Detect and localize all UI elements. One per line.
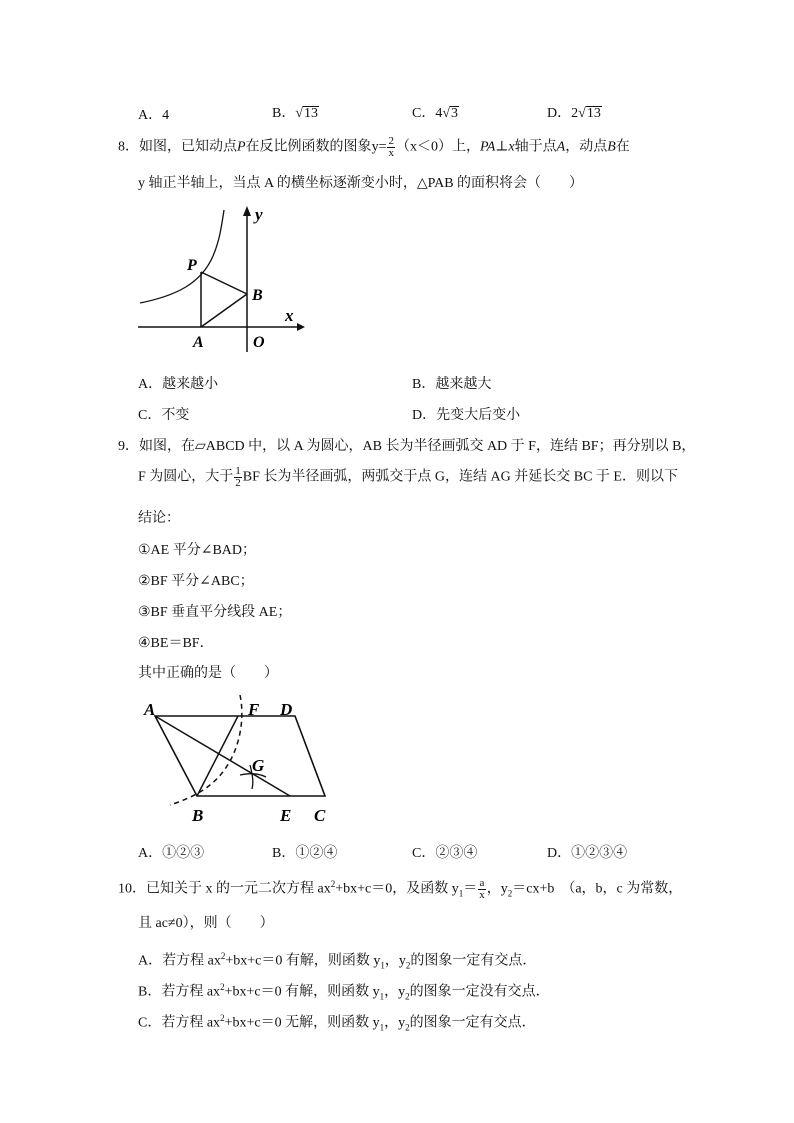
q9-line-1: 9．如图，在▱ABCD 中，以 A 为圆心，AB 长为半径画弧交 AD 于 F，连结 BF；再分别以 B， xyxy=(118,439,696,454)
q8-text: ，动点 xyxy=(565,139,608,155)
q7-option-d-prefix: D．2 xyxy=(547,106,579,121)
q10-fraction xyxy=(478,878,486,901)
q9-label-f: F xyxy=(248,700,260,719)
q8-condition: （x＜0） xyxy=(395,139,452,155)
q8-text: 在 xyxy=(615,139,630,155)
q7-option-c-prefix: C．4 xyxy=(412,106,443,121)
q9-option-b: B．①②④ xyxy=(272,846,338,861)
q8-y-arrow xyxy=(243,206,251,216)
q10-opt-text: +bx+c＝0 无解，则函数 y xyxy=(224,1015,380,1031)
q10-opt-text: ，y xyxy=(384,953,406,969)
q10-sub: 2 xyxy=(405,1022,410,1033)
q8-fraction xyxy=(387,136,395,159)
q7-option-b: B．√13 xyxy=(272,106,319,121)
q8-option-d: D．先变大后变小 xyxy=(412,408,521,423)
q10-sub: 2 xyxy=(405,991,410,1002)
q10-text: ，y xyxy=(486,881,508,897)
q10-sub: 1 xyxy=(379,1022,385,1033)
q8-option-a: A．越来越小 xyxy=(138,377,219,392)
q10-text: 10．已知关于 x 的一元二次方程 ax xyxy=(118,881,331,897)
q7-option-c: C．4√3 xyxy=(412,106,459,121)
q10-sub: 1 xyxy=(380,960,385,971)
q10-sub: 2 xyxy=(405,960,411,971)
q9-option-a: A．①②③ xyxy=(138,846,205,861)
q10-line-2: 且 ac≠0），则（ ） xyxy=(138,916,274,931)
q8-var-a: A xyxy=(556,139,566,155)
q10-option-a xyxy=(138,946,536,975)
q10-eq: ＝ xyxy=(463,881,478,897)
q9-item-4: ④BE＝BF． xyxy=(138,636,214,651)
q10-option-c xyxy=(138,1008,536,1037)
q9-figure xyxy=(140,693,340,830)
q8-number: 8． xyxy=(118,139,139,155)
q8-var-p: P xyxy=(237,139,246,155)
q8-label-x: x xyxy=(285,306,294,325)
q9-half-num: 1 xyxy=(235,465,241,477)
q10-opt-text: 的图象一定没有交点． xyxy=(409,984,550,1000)
q8-figure xyxy=(135,200,310,355)
q9-parallelogram xyxy=(155,716,325,796)
q8-label-b: B xyxy=(252,287,263,304)
q10-sup: 2 xyxy=(220,951,226,961)
q10-sub: 1 xyxy=(458,888,464,899)
q8-option-c: C．不变 xyxy=(138,408,190,423)
q8-text: 轴于点 xyxy=(514,139,557,155)
q9-arc-a xyxy=(170,695,242,805)
q8-option-b: B．越来越大 xyxy=(412,377,492,392)
q8-label-p: P xyxy=(187,257,197,274)
q10-sup: 2 xyxy=(330,879,336,889)
q8-curve xyxy=(140,210,224,303)
q9-label-e: E xyxy=(280,806,292,825)
q9-label-g: G xyxy=(252,756,265,775)
q8-label-y: y xyxy=(255,205,263,224)
q9-label-d: D xyxy=(280,700,293,719)
q10-opt-text: +bx+c＝0 有解，则函数 y xyxy=(225,953,381,969)
q9-item-3: ③BF 垂直平分线段 AE； xyxy=(138,605,292,620)
q7-option-d: D．2√13 xyxy=(547,106,601,121)
q8-label-o: O xyxy=(253,334,265,351)
q8-y-eq: y= xyxy=(371,139,387,155)
q9-item-2: ②BF 平分∠ABC； xyxy=(138,574,254,589)
q10-opt-text: C．若方程 ax xyxy=(138,1015,221,1031)
q8-pa-perp: PA⊥x xyxy=(479,139,515,155)
q7-option-b-radicand: 13 xyxy=(304,106,319,121)
q10-frac-num: a xyxy=(479,876,485,889)
q10-opt-text: ，y xyxy=(384,984,406,1000)
q10-sub: 1 xyxy=(379,991,385,1002)
q9-label-b: B xyxy=(192,806,204,825)
q9-segment-bf xyxy=(197,716,238,796)
q8-segment-pb xyxy=(201,272,247,294)
q10-opt-text: 的图象一定有交点． xyxy=(409,1015,536,1031)
q10-opt-text: 的图象一定有交点． xyxy=(410,953,537,969)
q9-text: BF 长为半径画弧，两弧交于点 G，连结 AG 并延长交 BC 于 E．则以下 xyxy=(242,469,678,485)
q10-opt-text: B．若方程 ax xyxy=(138,984,221,1000)
q10-text: +bx+c＝0，及函数 y xyxy=(335,881,459,897)
q8-text: 上， xyxy=(451,139,480,155)
q9-line-3: 结论： xyxy=(138,511,180,526)
q9-label-c: C xyxy=(314,806,326,825)
q9-half-fraction xyxy=(234,466,242,489)
q10-sup: 2 xyxy=(220,1013,225,1023)
q10-frac-den: x xyxy=(479,888,485,901)
q7-option-b-prefix: B． xyxy=(272,106,296,121)
q9-label-a: A xyxy=(144,700,156,719)
q10-opt-text: +bx+c＝0 有解，则函数 y xyxy=(224,984,380,1000)
q10-opt-text: ，y xyxy=(384,1015,406,1031)
q8-x-arrow xyxy=(297,323,305,331)
q10-option-b xyxy=(138,977,550,1006)
q9-line-2 xyxy=(138,466,678,489)
q8-segment-ab xyxy=(201,294,247,327)
q10-text: ＝cx+b （a，b，c 为常数， xyxy=(512,881,683,897)
q7-option-a: A．4 xyxy=(138,108,170,123)
q9-item-1: ①AE 平分∠BAD； xyxy=(138,543,257,558)
q9-text: F 为圆心，大于 xyxy=(138,469,234,485)
q8-frac-den: x xyxy=(388,147,394,159)
q9-option-c: C．②③④ xyxy=(412,846,478,861)
q8-var-b: B xyxy=(607,139,616,155)
q8-text: 在反比例函数的图象 xyxy=(245,139,372,155)
q9-half-den: 2 xyxy=(235,477,241,489)
q10-sub: 2 xyxy=(507,888,513,899)
q8-label-a: A xyxy=(193,334,204,351)
q8-line-1 xyxy=(118,136,630,159)
q7-option-c-radicand: 3 xyxy=(451,106,459,121)
q8-frac-num: 2 xyxy=(388,135,394,147)
q9-option-d: D．①②③④ xyxy=(547,846,628,861)
q9-question: 其中正确的是（ ） xyxy=(138,666,278,681)
q8-line-2: y 轴正半轴上，当点 A 的横坐标逐渐变小时，△PAB 的面积将会（ ） xyxy=(138,176,584,191)
q10-sup: 2 xyxy=(220,982,225,992)
q10-opt-text: A．若方程 ax xyxy=(138,953,221,969)
q7-option-d-radicand: 13 xyxy=(586,106,601,121)
q10-line-1 xyxy=(118,874,682,903)
q8-text: 如图，已知动点 xyxy=(139,139,237,155)
